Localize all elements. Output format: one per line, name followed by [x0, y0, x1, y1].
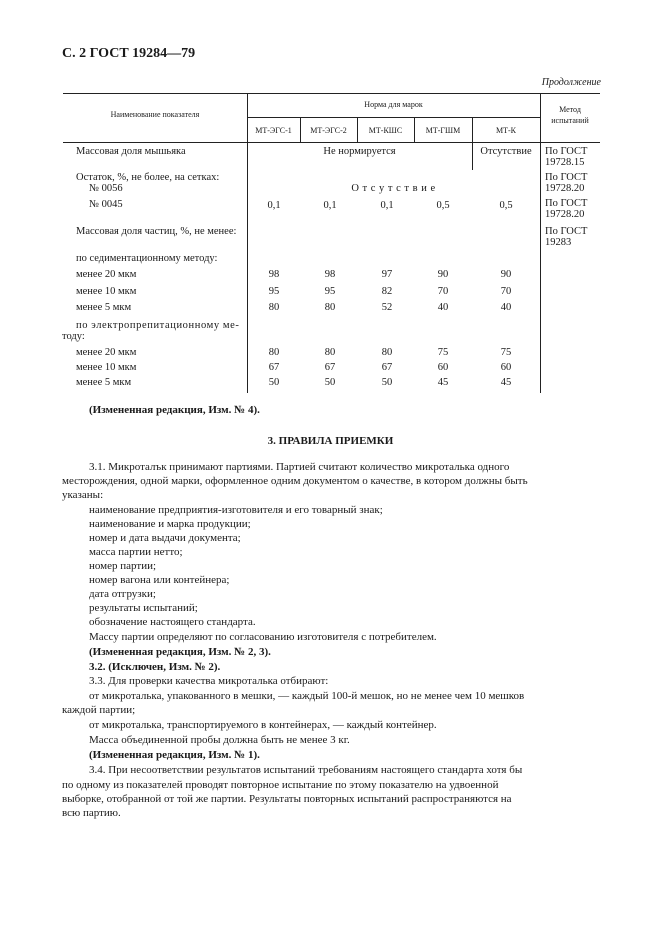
sedim-row-2-label: менее 10 мкм — [76, 286, 137, 297]
sedim-row-3-value-3: 52 — [381, 302, 393, 313]
row-sedim-label: по седиментационному методу: — [76, 253, 218, 264]
electro-row-3-value-2: 50 — [324, 377, 336, 388]
electro-row-2-value-1: 67 — [268, 362, 280, 373]
electro-row-3-value-5: 45 — [500, 377, 512, 388]
sedim-row-1-value-1: 98 — [268, 269, 280, 280]
list-item-2: наименование и марка продукции; — [89, 518, 251, 530]
list-item-8: результаты испытаний; — [89, 602, 198, 614]
row-arsenic-label: Массовая доля мышьяка — [76, 146, 186, 157]
electro-row-2-value-3: 67 — [381, 362, 393, 373]
header-grade-2: МТ-ЭГС-2 — [310, 126, 347, 135]
electro-row-2-value-2: 67 — [324, 362, 336, 373]
sedim-row-3-value-5: 40 — [500, 302, 512, 313]
row-electro-label-2: тоду: — [62, 331, 85, 342]
section-title: 3. ПРАВИЛА ПРИЕМКИ — [267, 435, 394, 447]
row-arsenic-absent: Отсутствие — [480, 146, 532, 157]
sedim-row-1-value-3: 97 — [381, 269, 393, 280]
bags-line-1: от микроталька, упакованного в мешки, — каждый 100-й мешок, но не менее чем 10 мешков — [89, 690, 525, 702]
header-grade-4: МТ-ГШМ — [425, 126, 461, 135]
amendment-note-2-3: (Измененная редакция, Изм. № 2, 3). — [89, 646, 271, 658]
electro-row-1-value-5: 75 — [500, 347, 512, 358]
page-header: С. 2 ГОСТ 19284—79 — [62, 46, 196, 61]
table-amendment-note: (Измененная редакция, Изм. № 4). — [89, 404, 260, 416]
table-col-divider-6 — [540, 93, 541, 393]
list-item-3: номер и дата выдачи документа; — [89, 532, 241, 544]
sedim-row-2-value-4: 70 — [437, 286, 449, 297]
p34-line-1: 3.4. При несоответствии результатов испытаний требованиям настоящего стандарта хотя бы — [89, 764, 523, 776]
row-residue-0045: № 0045 — [89, 199, 123, 210]
p31-line-1: 3.1. Микроталък принимают партиями. Партией считают количество микроталька одного — [89, 461, 510, 473]
row-arsenic-method-2: 19728.15 — [545, 157, 585, 168]
row-particles-method-1: По ГОСТ — [545, 226, 588, 237]
grades-header-rule — [247, 117, 540, 118]
electro-row-1-value-1: 80 — [268, 347, 280, 358]
row-particles-label: Массовая доля частиц, %, не менее: — [76, 226, 237, 237]
row-0045-method-2: 19728.20 — [545, 209, 585, 220]
sedim-row-2-value-1: 95 — [268, 286, 280, 297]
sedim-row-3-value-1: 80 — [268, 302, 280, 313]
row-0045-value-3: 0,1 — [380, 200, 394, 211]
row-0045-method-1: По ГОСТ — [545, 198, 588, 209]
sedim-row-1-label: менее 20 мкм — [76, 269, 137, 280]
electro-row-3-label: менее 5 мкм — [76, 377, 132, 388]
row-particles-method-2: 19283 — [545, 237, 572, 248]
header-grade-3: МТ-КШС — [368, 126, 403, 135]
electro-row-3-value-1: 50 — [268, 377, 280, 388]
electro-row-1-label: менее 20 мкм — [76, 347, 137, 358]
p31-line-3: указаны: — [62, 489, 104, 501]
sedim-row-1-value-4: 90 — [437, 269, 449, 280]
electro-row-2-label: менее 10 мкм — [76, 362, 137, 373]
header-grade-5: МТ-К — [496, 126, 516, 135]
sedim-row-2-value-2: 95 — [324, 286, 336, 297]
row-arsenic-not-normed: Не нормируется — [323, 146, 396, 157]
electro-row-1-value-3: 80 — [381, 347, 393, 358]
table-top-rule — [63, 93, 600, 94]
table-header-bottom-rule — [63, 142, 600, 143]
row-0045-value-2: 0,1 — [323, 200, 337, 211]
row-0045-value-4: 0,5 — [436, 200, 450, 211]
p33-line: 3.3. Для проверки качества микроталька отбирают: — [89, 675, 329, 687]
p32-excluded: 3.2. (Исключен, Изм. № 2). — [89, 661, 221, 673]
sedim-row-2-value-5: 70 — [500, 286, 512, 297]
sample-mass-line: Масса объединенной пробы должна быть не менее 3 кг. — [89, 734, 350, 746]
row-0045-value-1: 0,1 — [267, 200, 281, 211]
electro-row-3-value-4: 45 — [437, 377, 449, 388]
table-col-divider-1 — [247, 93, 248, 393]
header-method-2: испытаний — [551, 116, 589, 125]
row-residue-0056: № 0056 — [89, 183, 123, 194]
list-item-5: номер партии; — [89, 560, 157, 572]
row-electro-label-1: по электропрепитационному ме- — [76, 320, 240, 331]
containers-line: от микроталька, транспортируемого в контейнерах, — каждый контейнер. — [89, 719, 437, 731]
electro-row-2-value-5: 60 — [500, 362, 512, 373]
sedim-row-3-value-4: 40 — [437, 302, 449, 313]
list-item-9: обозначение настоящего стандарта. — [89, 616, 256, 628]
sedim-row-3-value-2: 80 — [324, 302, 336, 313]
header-indicator: Наименование показателя — [110, 110, 200, 119]
table-col-divider-5 — [472, 117, 473, 170]
sedim-row-1-value-5: 90 — [500, 269, 512, 280]
header-grade-1: МТ-ЭГС-1 — [255, 126, 292, 135]
row-0045-value-5: 0,5 — [499, 200, 513, 211]
header-norm: Норма для марок — [364, 100, 423, 109]
row-residue-method-2: 19728.20 — [545, 183, 585, 194]
electro-row-1-value-4: 75 — [437, 347, 449, 358]
header-method-1: Метод — [559, 105, 581, 114]
continuation-label: Продолжение — [541, 77, 601, 88]
list-item-6: номер вагона или контейнера; — [89, 574, 230, 586]
row-arsenic-method-1: По ГОСТ — [545, 146, 588, 157]
electro-row-1-value-2: 80 — [324, 347, 336, 358]
amendment-note-1: (Измененная редакция, Изм. № 1). — [89, 749, 260, 761]
p34-line-2: по одному из показателей проводят повторное испытание по этому показателю на удвоенной — [62, 779, 499, 791]
electro-row-3-value-3: 50 — [381, 377, 393, 388]
mass-line: Массу партии определяют по согласованию изготовителя с потребителем. — [89, 631, 437, 643]
sedim-row-3-label: менее 5 мкм — [76, 302, 132, 313]
row-residue-absent: О т с у т с т в и е — [351, 183, 436, 194]
electro-row-2-value-4: 60 — [437, 362, 449, 373]
sedim-row-1-value-2: 98 — [324, 269, 336, 280]
row-residue-method-1: По ГОСТ — [545, 172, 588, 183]
list-item-7: дата отгрузки; — [89, 588, 156, 600]
row-residue-label: Остаток, %, не более, на сетках: — [76, 172, 220, 183]
p31-line-2: месторождения, одной марки, оформленное одним документом о качестве, в котором должны быть — [62, 475, 528, 487]
sedim-row-2-value-3: 82 — [381, 286, 393, 297]
p34-line-4: всю партию. — [62, 807, 121, 819]
list-item-4: масса партии нетто; — [89, 546, 183, 558]
p34-line-3: выборке, отобранной от той же партии. Результаты повторных испытаний распространяются на — [62, 793, 512, 805]
bags-line-2: каждой партии; — [62, 704, 136, 716]
list-item-1: наименование предприятия-изготовителя и его товарный знак; — [89, 504, 383, 516]
